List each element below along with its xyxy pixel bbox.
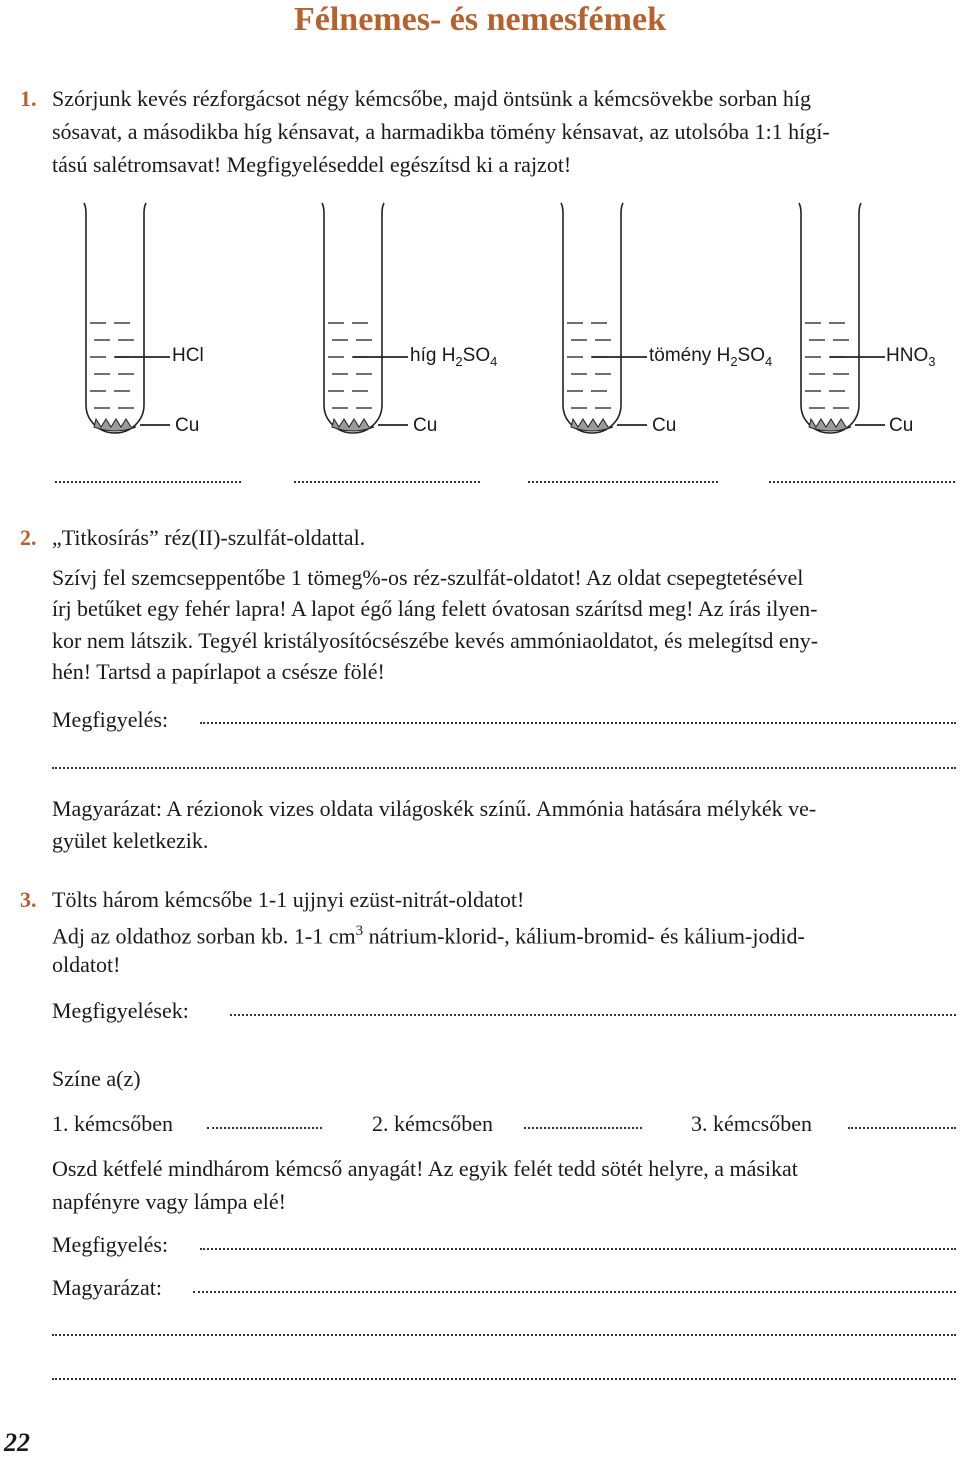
q2-observation-line-2[interactable] xyxy=(52,767,956,769)
q2-explanation-line-2: gyület keletkezik. xyxy=(52,828,209,853)
q2-line-2: írj betűket egy fehér lapra! A lapot égő láng felett óvatosan szárítsd meg! Az írás ilyen- xyxy=(52,596,818,621)
q2-line-4: hén! Tartsd a papírlapot a csésze fölé! xyxy=(52,659,385,684)
q3-observation-label: Megfigyelés: xyxy=(52,1232,169,1257)
q3-explanation-line-3[interactable] xyxy=(52,1378,956,1380)
q3-split-line-1: Oszd kétfelé mindhárom kémcső anyagát! Az egyik felét tedd sötét helyre, a másikat xyxy=(52,1156,798,1181)
tube-3-liquid-label: tömény $H_2SO_4$ xyxy=(649,345,773,369)
q3-line-2: Adj az oldathoz sorban kb. 1-1 $cm^3$ nátrium-klorid-, kálium-bromid- és kálium-jodid- xyxy=(52,923,805,949)
tube-4-answer-line[interactable] xyxy=(769,481,955,483)
page-title: Félnemes- és nemesfémek xyxy=(294,1,666,38)
q1-line-2: sósavat, a másodikba híg kénsavat, a harmadikba tömény kénsavat, az utolsóba 1:1 hígí- xyxy=(52,119,830,144)
tube-4-liquid-label: $HNO_3$ xyxy=(886,345,936,369)
q1-line-1: Szórjunk kevés rézforgácsot négy kémcsőbe, majd öntsünk a kémcsövekbe sorban híg xyxy=(52,86,811,111)
q2-line-1: Szívj fel szemcseppentőbe 1 tömeg%-os réz-szulfát-oldatot! Az oldat csepegtetésével xyxy=(52,565,804,590)
q3-observations-label: Megfigyelések: xyxy=(52,998,189,1023)
tube-3-answer-line[interactable] xyxy=(528,481,718,483)
tube-1-metal-label: Cu xyxy=(175,415,200,436)
tube-1-answer-line[interactable] xyxy=(55,481,241,483)
tube-4-metal-label: Cu xyxy=(889,415,914,436)
test-tube-4 xyxy=(799,203,861,433)
q2-explanation-line-1: Magyarázat: A rézionok vizes oldata világoskék színű. Ammónia hatására mélykék ve- xyxy=(52,796,817,821)
test-tube-3 xyxy=(561,203,623,433)
q3-explanation-line-2[interactable] xyxy=(52,1334,956,1336)
q3-observation-line[interactable] xyxy=(200,1248,956,1250)
test-tubes-diagram xyxy=(0,195,960,445)
q3-explanation-label: Magyarázat: xyxy=(52,1275,162,1300)
tube-1-liquid-label: HCl xyxy=(172,345,204,366)
tube-2-answer-line[interactable] xyxy=(294,481,480,483)
page-number: 22 xyxy=(4,1428,30,1457)
q1-line-3: tású salétromsavat! Megfigyeléseddel egészítsd ki a rajzot! xyxy=(52,152,572,177)
copper-shavings xyxy=(571,419,613,431)
q2-observation-label: Megfigyelés: xyxy=(52,707,169,732)
test-tube-2 xyxy=(322,203,384,433)
q3-line-3: oldatot! xyxy=(52,952,121,977)
q2-heading: „Titkosírás” réz(II)-szulfát-oldattal. xyxy=(52,525,366,550)
question-number-3: 3. xyxy=(20,887,37,912)
q3-explanation-line-1[interactable] xyxy=(193,1291,956,1293)
copper-shavings xyxy=(332,419,374,431)
q3-tube-3-answer-line[interactable] xyxy=(848,1127,956,1129)
copper-shavings xyxy=(809,419,851,431)
q3-tube-3-label: 3. kémcsőben xyxy=(691,1111,812,1136)
q3-tube-1-answer-line[interactable] xyxy=(207,1127,322,1129)
question-number-2: 2. xyxy=(20,525,37,550)
tube-2-metal-label: Cu xyxy=(413,415,438,436)
q3-tube-1-label: 1. kémcsőben xyxy=(52,1111,173,1136)
test-tube-1 xyxy=(84,203,146,433)
q2-line-3: kor nem látszik. Tegyél kristályosítócsészébe kevés ammóniaoldatot, és melegítsd eny- xyxy=(52,628,819,653)
tube-2-liquid-label: híg $H_2SO_4$ xyxy=(410,345,498,369)
q3-color-label: Színe a(z) xyxy=(52,1066,141,1091)
q2-observation-line-1[interactable] xyxy=(200,722,956,724)
q3-observations-line[interactable] xyxy=(230,1014,956,1016)
q3-tube-2-label: 2. kémcsőben xyxy=(372,1111,493,1136)
q3-tube-2-answer-line[interactable] xyxy=(524,1127,642,1129)
tube-3-metal-label: Cu xyxy=(652,415,677,436)
q3-line-1: Tölts három kémcsőbe 1-1 ujjnyi ezüst-nitrát-oldatot! xyxy=(52,887,525,912)
q3-split-line-2: napfényre vagy lámpa elé! xyxy=(52,1189,286,1214)
question-number-1: 1. xyxy=(20,86,37,111)
copper-shavings xyxy=(94,419,136,431)
